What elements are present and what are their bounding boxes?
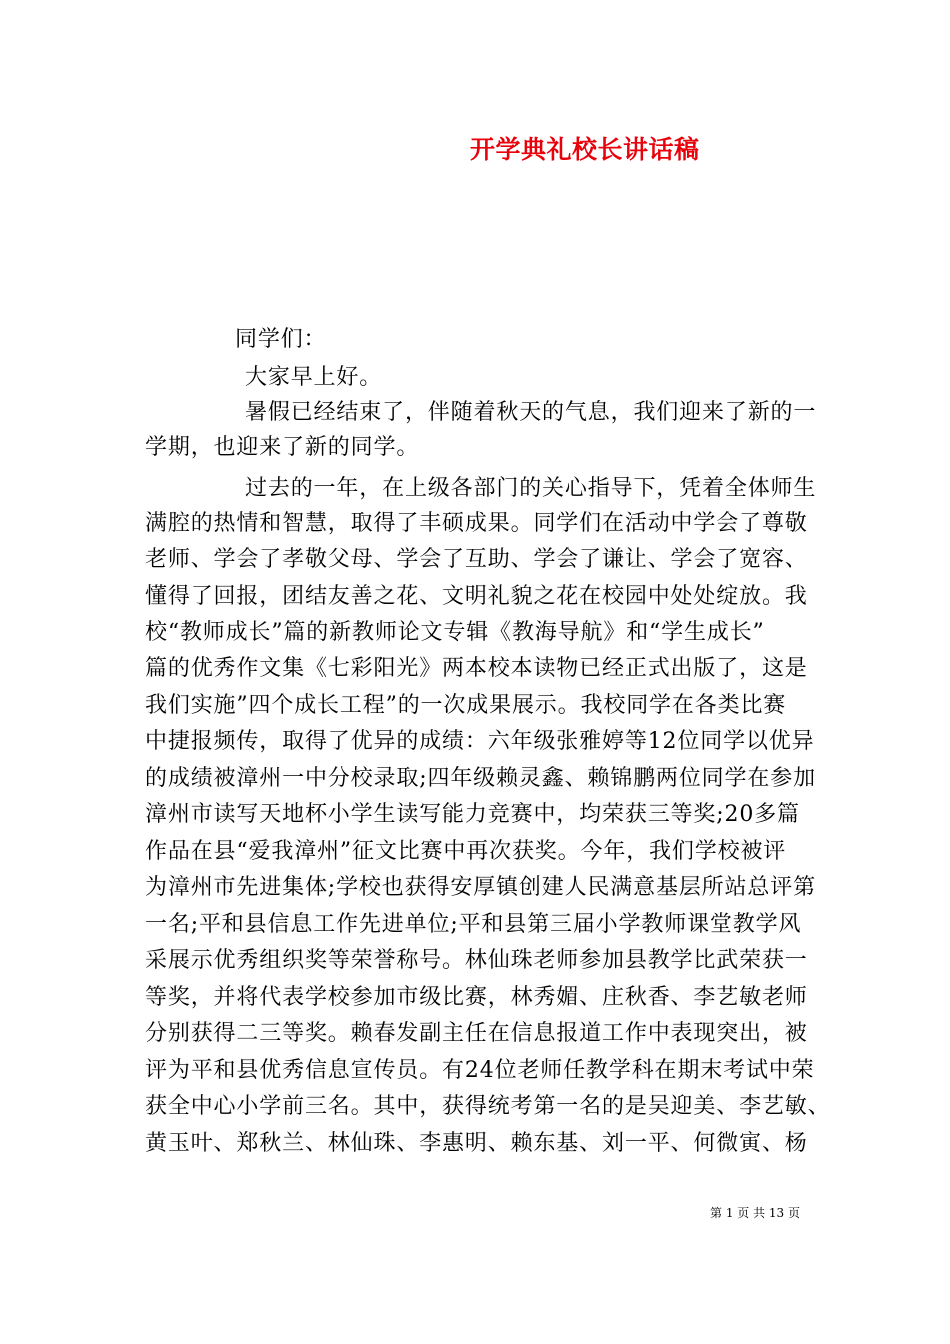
paragraph-line: 作品在县“爱我漳州”征文比赛中再次获奖。今年，我们学校被评 — [145, 839, 787, 864]
paragraph-line: 漳州市读写天地杯小学生读写能力竞赛中，均荣获三等奖;20多篇 — [145, 802, 800, 827]
paragraph-line: 学期，也迎来了新的同学。 — [145, 435, 420, 460]
paragraph-line: 我们实施”四个成长工程”的一次成果展示。我校同学在各类比赛 — [145, 693, 787, 718]
paragraph-line: 黄玉叶、郑秋兰、林仙珠、李惠明、赖东基、刘一平、何微寅、杨 — [145, 1131, 808, 1156]
paragraph-line: 满腔的热情和智慧，取得了丰硕成果。同学们在活动中学会了尊敬 — [145, 511, 808, 536]
paragraph-line: 校“教师成长”篇的新教师论文专辑《教海导航》和“学生成长” — [145, 620, 765, 645]
paragraph-line: 一名;平和县信息工作先进单位;平和县第三届小学教师课堂教学风 — [145, 912, 802, 937]
paragraph-line: 的成绩被漳州一中分校录取;四年级赖灵鑫、赖锦鹏两位同学在参加 — [145, 766, 816, 791]
paragraph-line: 采展示优秀组织奖等荣誉称号。林仙珠老师参加县教学比武荣获一 — [145, 948, 808, 973]
paragraph-line: 等奖，并将代表学校参加市级比赛，林秀媚、庄秋香、李艺敏老师 — [145, 985, 808, 1010]
paragraph-line: 篇的优秀作文集《七彩阳光》两本校本读物已经正式出版了，这是 — [145, 656, 808, 681]
greeting-line: 同学们： — [235, 327, 327, 352]
paragraph-line: 懂得了回报，团结友善之花、文明礼貌之花在校园中处处绽放。我 — [145, 584, 808, 609]
paragraph-line: 获全中心小学前三名。其中，获得统考第一名的是吴迎美、李艺敏、 — [145, 1094, 831, 1119]
paragraph-line: 分别获得二三等奖。赖春发副主任在信息报道工作中表现突出，被 — [145, 1021, 808, 1046]
paragraph-line: 中捷报频传，取得了优异的成绩：六年级张雅婷等12位同学以优异 — [145, 729, 815, 754]
paragraph-line: 暑假已经结束了，伴随着秋天的气息，我们迎来了新的一 — [245, 400, 817, 425]
paragraph-line: 过去的一年，在上级各部门的关心指导下，凭着全体师生 — [245, 476, 817, 501]
paragraph-line: 大家早上好。 — [245, 365, 383, 390]
document-title: 开学典礼校长讲话稿 — [470, 135, 700, 164]
paragraph-line: 评为平和县优秀信息宣传员。有24位老师任教学科在期末考试中荣 — [145, 1058, 815, 1083]
paragraph-line: 为漳州市先进集体;学校也获得安厚镇创建人民满意基层所站总评第 — [145, 875, 816, 900]
page-number-footer: 第 1 页 共 13 页 — [710, 1206, 800, 1220]
paragraph-line: 老师、学会了孝敬父母、学会了互助、学会了谦让、学会了宽容、 — [145, 547, 808, 572]
